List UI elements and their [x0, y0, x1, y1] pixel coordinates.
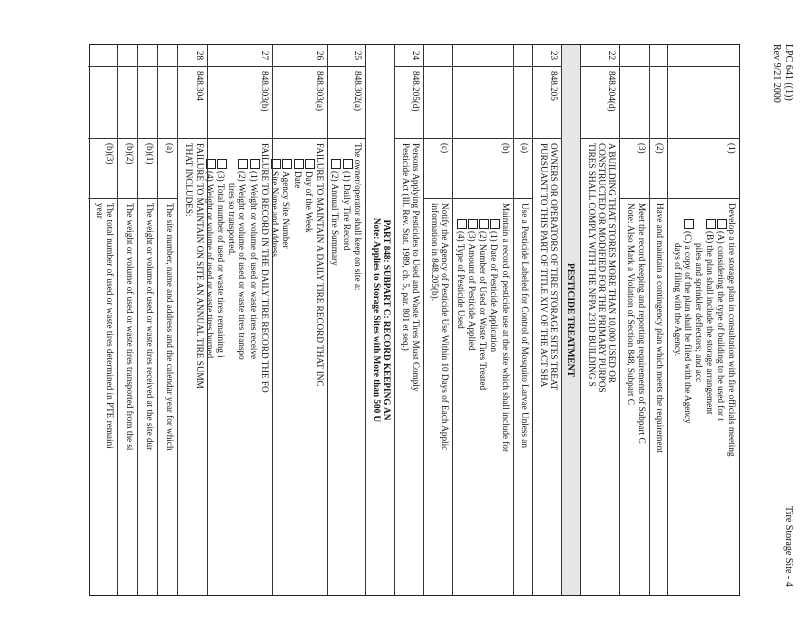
table-row — [88, 45, 118, 595]
page-label: Tire Storage Site - 4 — [783, 506, 794, 587]
row-number: 22 — [581, 45, 620, 67]
table-row — [395, 45, 424, 595]
requirement-text: A BUILDING THAT STORES MORE THAN 10,000 USED OR CONSTRUCTED OR MODIFIED FOR THE PRIMARY PURPOS TIRES SHALL COMPLY WITH THE NFPA 231D BUILDING S — [586, 143, 618, 393]
row-number: 28 — [178, 45, 206, 67]
revision-date: Rev 9/21 2000 — [771, 44, 782, 103]
row-number: 25 — [328, 45, 365, 67]
row-number: 24 — [395, 45, 423, 67]
table-row — [454, 45, 514, 595]
section-cell: 848.303(b) — [208, 67, 272, 139]
subsection: (c) — [424, 139, 452, 199]
section-cell: 848.303(a) — [273, 67, 327, 139]
requirement-text: The site number, name and address and the calendar year for which — [165, 203, 176, 451]
checkbox[interactable] — [479, 219, 489, 229]
part-heading — [366, 45, 395, 595]
requirement-text: The weight or volume of used or waste tires transported from the si — [125, 203, 136, 451]
requirement-text: The total number of used or waste tires determined in PTE remaini year — [95, 203, 116, 449]
requirement-text: FAILURE TO RECORD IN THE DAILY TIRE RECORD THE FO (1) Weight or volume of used or waste tires receive (2) Weight or volume of used or waste tires transpo tires so transported. (3) Total number of used or waste tires remaining i (4) Weight or volume of used or waste tires burned — [204, 143, 270, 393]
checkbox[interactable] — [305, 159, 315, 169]
checkbox[interactable] — [238, 159, 248, 169]
inspection-table — [89, 44, 740, 596]
section-heading: PESTICIDE TREATMENT — [562, 45, 581, 595]
table-row — [178, 45, 207, 595]
subsection: (a) — [158, 139, 177, 199]
checkbox[interactable] — [250, 159, 260, 169]
requirement-text: Persons Applying Pesticides to Used and Waste Tires Must Comply Pesticide Act (Ill. Rev. Stat. 1989, ch. 5, par. 801 et seq.) — [401, 143, 422, 392]
table-row — [118, 45, 138, 595]
checkbox[interactable] — [282, 159, 292, 169]
table-row — [650, 45, 669, 595]
subsection: (1) — [668, 139, 739, 199]
checkbox[interactable] — [331, 159, 341, 169]
checkbox[interactable] — [217, 159, 227, 169]
table-row — [204, 45, 273, 595]
subsection: (b)(3) — [88, 139, 117, 199]
table-row — [533, 45, 562, 595]
table-row — [668, 45, 739, 595]
requirement-text: Notify the Agency of Pesticide Use Within 10 Days of Each Applic information in 848.205(b). — [430, 203, 451, 451]
requirement-text: Maintain a record of pesticide use at the site which shall include for (1) Date of Pesticide Application (2) Number of Used or Waste Tires Treated (3) Amount of Pesticide Applied (4) Type of Pesticide Used — [455, 203, 511, 453]
section-cell: 848.204(d) — [581, 67, 620, 139]
section-cell: 848.205(d) — [395, 67, 423, 139]
requirement-text: Use a Pesticide Labeled for Control of Mosquito Larvae Unless an — [519, 203, 530, 448]
subsection: (a) — [514, 139, 532, 199]
part-title: PART 848: SUBPART C: RECORD KEEPING AN — [382, 219, 392, 421]
table-row — [620, 45, 649, 595]
table-row — [270, 45, 328, 595]
requirement-text: Have and maintain a contingency plan which meets the requirement — [655, 203, 666, 453]
requirement-text: The owner/operator shall keep on site a: (1) Daily Tire Record (2) Annual Tire Summary — [330, 143, 363, 291]
subsection: (b)(1) — [138, 139, 157, 199]
table-row — [581, 45, 621, 595]
part-note: Note: Applies to Storage Sites with More than 500 U — [371, 217, 382, 423]
requirement-text: FAILURE TO MAINTAIN A DAILY TIRE RECORD THAT INC Day of the Week Date Agency Site Number Site Name and Address — [270, 143, 325, 387]
table-row — [158, 45, 178, 595]
requirement-text: The weight or volume of used or waste tires received at the site dur — [145, 203, 156, 451]
table-row — [424, 45, 453, 595]
table-row — [514, 45, 533, 595]
checkbox[interactable] — [490, 219, 500, 229]
requirement-text: FAILURE TO MAINTAIN ON SITE AN ANNUAL TIRE SUMM THAT INCLUDES: — [184, 143, 205, 389]
row-number: 27 — [208, 45, 272, 67]
row-number: 23 — [533, 45, 561, 67]
checkbox[interactable] — [468, 219, 478, 229]
checkbox[interactable] — [684, 219, 694, 229]
subsection: (b)(2) — [118, 139, 137, 199]
section-cell: 848.304 — [178, 67, 206, 139]
checkbox[interactable] — [294, 159, 304, 169]
requirement-text: Meet the record keeping and reporting requirements of Subpart C Note: Also Mark a Violation of Section 848, Subpart C — [626, 203, 647, 444]
row-number — [668, 45, 739, 67]
checkbox[interactable] — [343, 159, 353, 169]
section-cell: 848.205 — [533, 67, 561, 139]
section-cell: 848.302(a) — [328, 67, 365, 139]
subsection: (2) — [650, 139, 668, 199]
checkbox[interactable] — [717, 219, 727, 229]
table-row — [328, 45, 366, 595]
checkbox[interactable] — [457, 219, 467, 229]
subsection: (3) — [620, 139, 648, 199]
table-row — [138, 45, 158, 595]
section-cell — [668, 67, 739, 139]
form-id: LPC 641 ((1)) — [783, 44, 794, 101]
rotated-page — [60, 36, 800, 596]
checkbox[interactable] — [706, 219, 716, 229]
requirement-text: Develop a tire storage plan in consultation with fire officials meeting (A) considering the type of building to be used for t (B) the plan shall include the storage arrangement piles and sprinkler deflectors; and acc (C) a copy of the plan shall be filed with the Agency days of filing with the Agency. — [672, 203, 737, 457]
subsection: (b) — [454, 139, 513, 199]
requirement-text: OWNERS OR OPERATORS OF TIRE STORAGE SITES TREAT PURSUANT TO THIS PART OF TITLE XIV OF THE ACT SHA — [538, 143, 559, 391]
row-number: 26 — [273, 45, 327, 67]
